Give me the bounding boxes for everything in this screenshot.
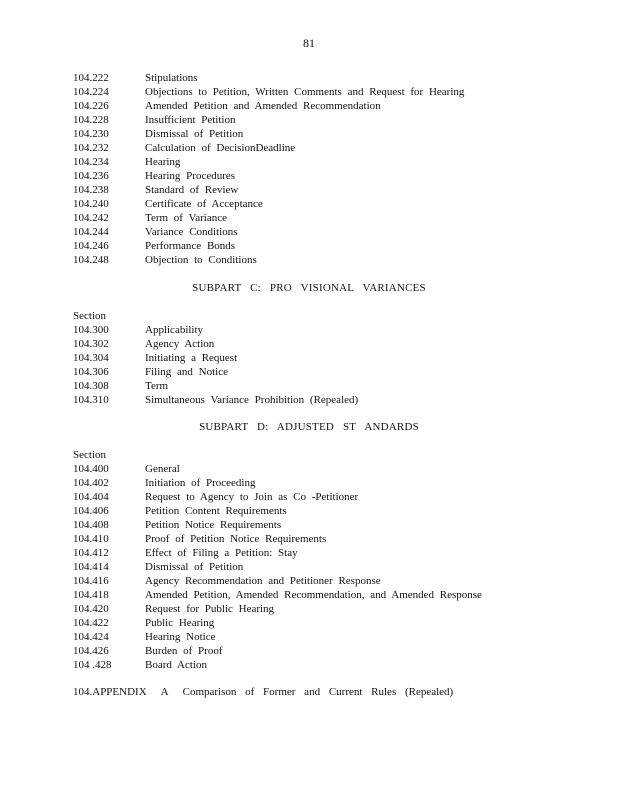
section-title: Calculation of DecisionDeadline [145, 142, 296, 154]
list-item [73, 169, 573, 183]
section-title: Term of Variance [145, 212, 227, 224]
section-title: Initiation of Proceeding [145, 477, 256, 489]
section-title: Certificate of Acceptance [145, 198, 263, 210]
list-item [73, 393, 573, 407]
subpart-c-heading: SUBPART C: PRO VISIONAL VARIANCES [192, 282, 426, 294]
section-number: 104.424 [73, 631, 109, 643]
section-title: Performance Bonds [145, 240, 236, 252]
section-title: Hearing Notice [145, 631, 216, 643]
section-title: Request to Agency to Join as Co -Petitioner [145, 491, 359, 503]
section-number: 104.246 [73, 240, 109, 252]
section-title: Initiating a Request [145, 352, 238, 364]
list-item [73, 630, 573, 644]
appendix-title: Comparison of Former and Current Rules (Repealed) [182, 686, 454, 698]
section-number: 104.232 [73, 142, 109, 154]
section-title: Standard of Review [145, 184, 239, 196]
section-title: Public Hearing [145, 617, 215, 629]
section-number: 104.222 [73, 72, 109, 84]
section-number: 104.420 [73, 603, 109, 615]
subpart-c-list [73, 309, 573, 407]
section-number: 104.400 [73, 463, 109, 475]
section-number: 104.238 [73, 184, 109, 196]
section-number: 104 .428 [73, 659, 112, 671]
list-item [73, 225, 573, 239]
section-title: Term [145, 380, 169, 392]
section-title: Petition Notice Requirements [145, 519, 282, 531]
section-number: 104.404 [73, 491, 109, 503]
section-number: 104.240 [73, 198, 109, 210]
section-number: 104.426 [73, 645, 109, 657]
section-number: 104.410 [73, 533, 109, 545]
section-number: 104.308 [73, 380, 109, 392]
list-item [73, 351, 573, 365]
section-label: Section [73, 310, 106, 322]
section-title: Amended Petition, Amended Recommendation, and Amended Response [145, 589, 482, 601]
list-item [73, 85, 573, 99]
section-title: Petition Content Requirements [145, 505, 287, 517]
section-title: General [145, 463, 180, 475]
section-label: Section [73, 449, 106, 461]
list-item [73, 532, 573, 546]
list-item [73, 490, 573, 504]
section-title: Amended Petition and Amended Recommendation [145, 100, 381, 112]
section-number: 104.224 [73, 86, 109, 98]
section-number: 104.414 [73, 561, 109, 573]
section-number: 104.300 [73, 324, 109, 336]
section-title: Burden of Proof [145, 645, 223, 657]
subpart-b-list [73, 71, 573, 267]
list-item [73, 476, 573, 490]
section-title: Applicability [145, 324, 204, 336]
subpart-d-list [73, 448, 573, 672]
section-title: Board Action [145, 659, 207, 671]
list-item [73, 127, 573, 141]
appendix-entry [73, 685, 453, 699]
section-number: 104.228 [73, 114, 109, 126]
section-title: Stipulations [145, 72, 198, 84]
section-number: 104.418 [73, 589, 109, 601]
list-item [73, 518, 573, 532]
section-title: Effect of Filing a Petition: Stay [145, 547, 298, 559]
section-number: 104.306 [73, 366, 109, 378]
section-title: Simultaneous Variance Prohibition (Repealed) [145, 394, 359, 406]
list-item [73, 183, 573, 197]
list-item [73, 99, 573, 113]
list-item [73, 574, 573, 588]
section-title: Agency Recommendation and Petitioner Response [145, 575, 381, 587]
section-number: 104.230 [73, 128, 109, 140]
section-title: Dismissal of Petition [145, 128, 244, 140]
list-item [73, 546, 573, 560]
list-item [73, 616, 573, 630]
section-title: Insufficient Petition [145, 114, 236, 126]
section-number: 104.226 [73, 100, 109, 112]
section-title: Proof of Petition Notice Requirements [145, 533, 327, 545]
list-item [73, 379, 573, 393]
list-item [73, 141, 573, 155]
section-number: 104.302 [73, 338, 109, 350]
section-number: 104.304 [73, 352, 109, 364]
list-item [73, 504, 573, 518]
appendix-letter: A [160, 686, 169, 698]
section-title: Variance Conditions [145, 226, 238, 238]
section-title: Request for Public Hearing [145, 603, 275, 615]
section-number: 104.422 [73, 617, 109, 629]
section-title: Hearing Procedures [145, 170, 236, 182]
section-number: 104.412 [73, 547, 109, 559]
section-number: 104.242 [73, 212, 109, 224]
section-number: 104.244 [73, 226, 109, 238]
section-number: 104.416 [73, 575, 109, 587]
section-number: 104.248 [73, 254, 109, 266]
section-number: 104.234 [73, 156, 109, 168]
section-number: 104.236 [73, 170, 109, 182]
list-item [73, 155, 573, 169]
list-item [73, 239, 573, 253]
list-item [73, 113, 573, 127]
list-item [73, 323, 573, 337]
list-item [73, 253, 573, 267]
section-title: Objections to Petition, Written Comments and Request for Hearing [145, 86, 465, 98]
subpart-d-heading: SUBPART D: ADJUSTED ST ANDARDS [199, 421, 419, 433]
list-item [73, 197, 573, 211]
list-item [73, 365, 573, 379]
section-number: 104.310 [73, 394, 109, 406]
section-title: Agency Action [145, 338, 215, 350]
list-item [73, 337, 573, 351]
list-item [73, 211, 573, 225]
page-number: 81 [303, 36, 315, 50]
list-item [73, 462, 573, 476]
section-number: 104.406 [73, 505, 109, 517]
list-item [73, 602, 573, 616]
section-title: Hearing [145, 156, 181, 168]
appendix-number: 104.APPENDIX [73, 686, 147, 698]
section-title: Objection to Conditions [145, 254, 257, 266]
list-item [73, 71, 573, 85]
list-item [73, 644, 573, 658]
list-item [73, 588, 573, 602]
section-number: 104.408 [73, 519, 109, 531]
list-item [73, 658, 573, 672]
section-title: Dismissal of Petition [145, 561, 244, 573]
section-title: Filing and Notice [145, 366, 228, 378]
section-number: 104.402 [73, 477, 109, 489]
list-item [73, 560, 573, 574]
